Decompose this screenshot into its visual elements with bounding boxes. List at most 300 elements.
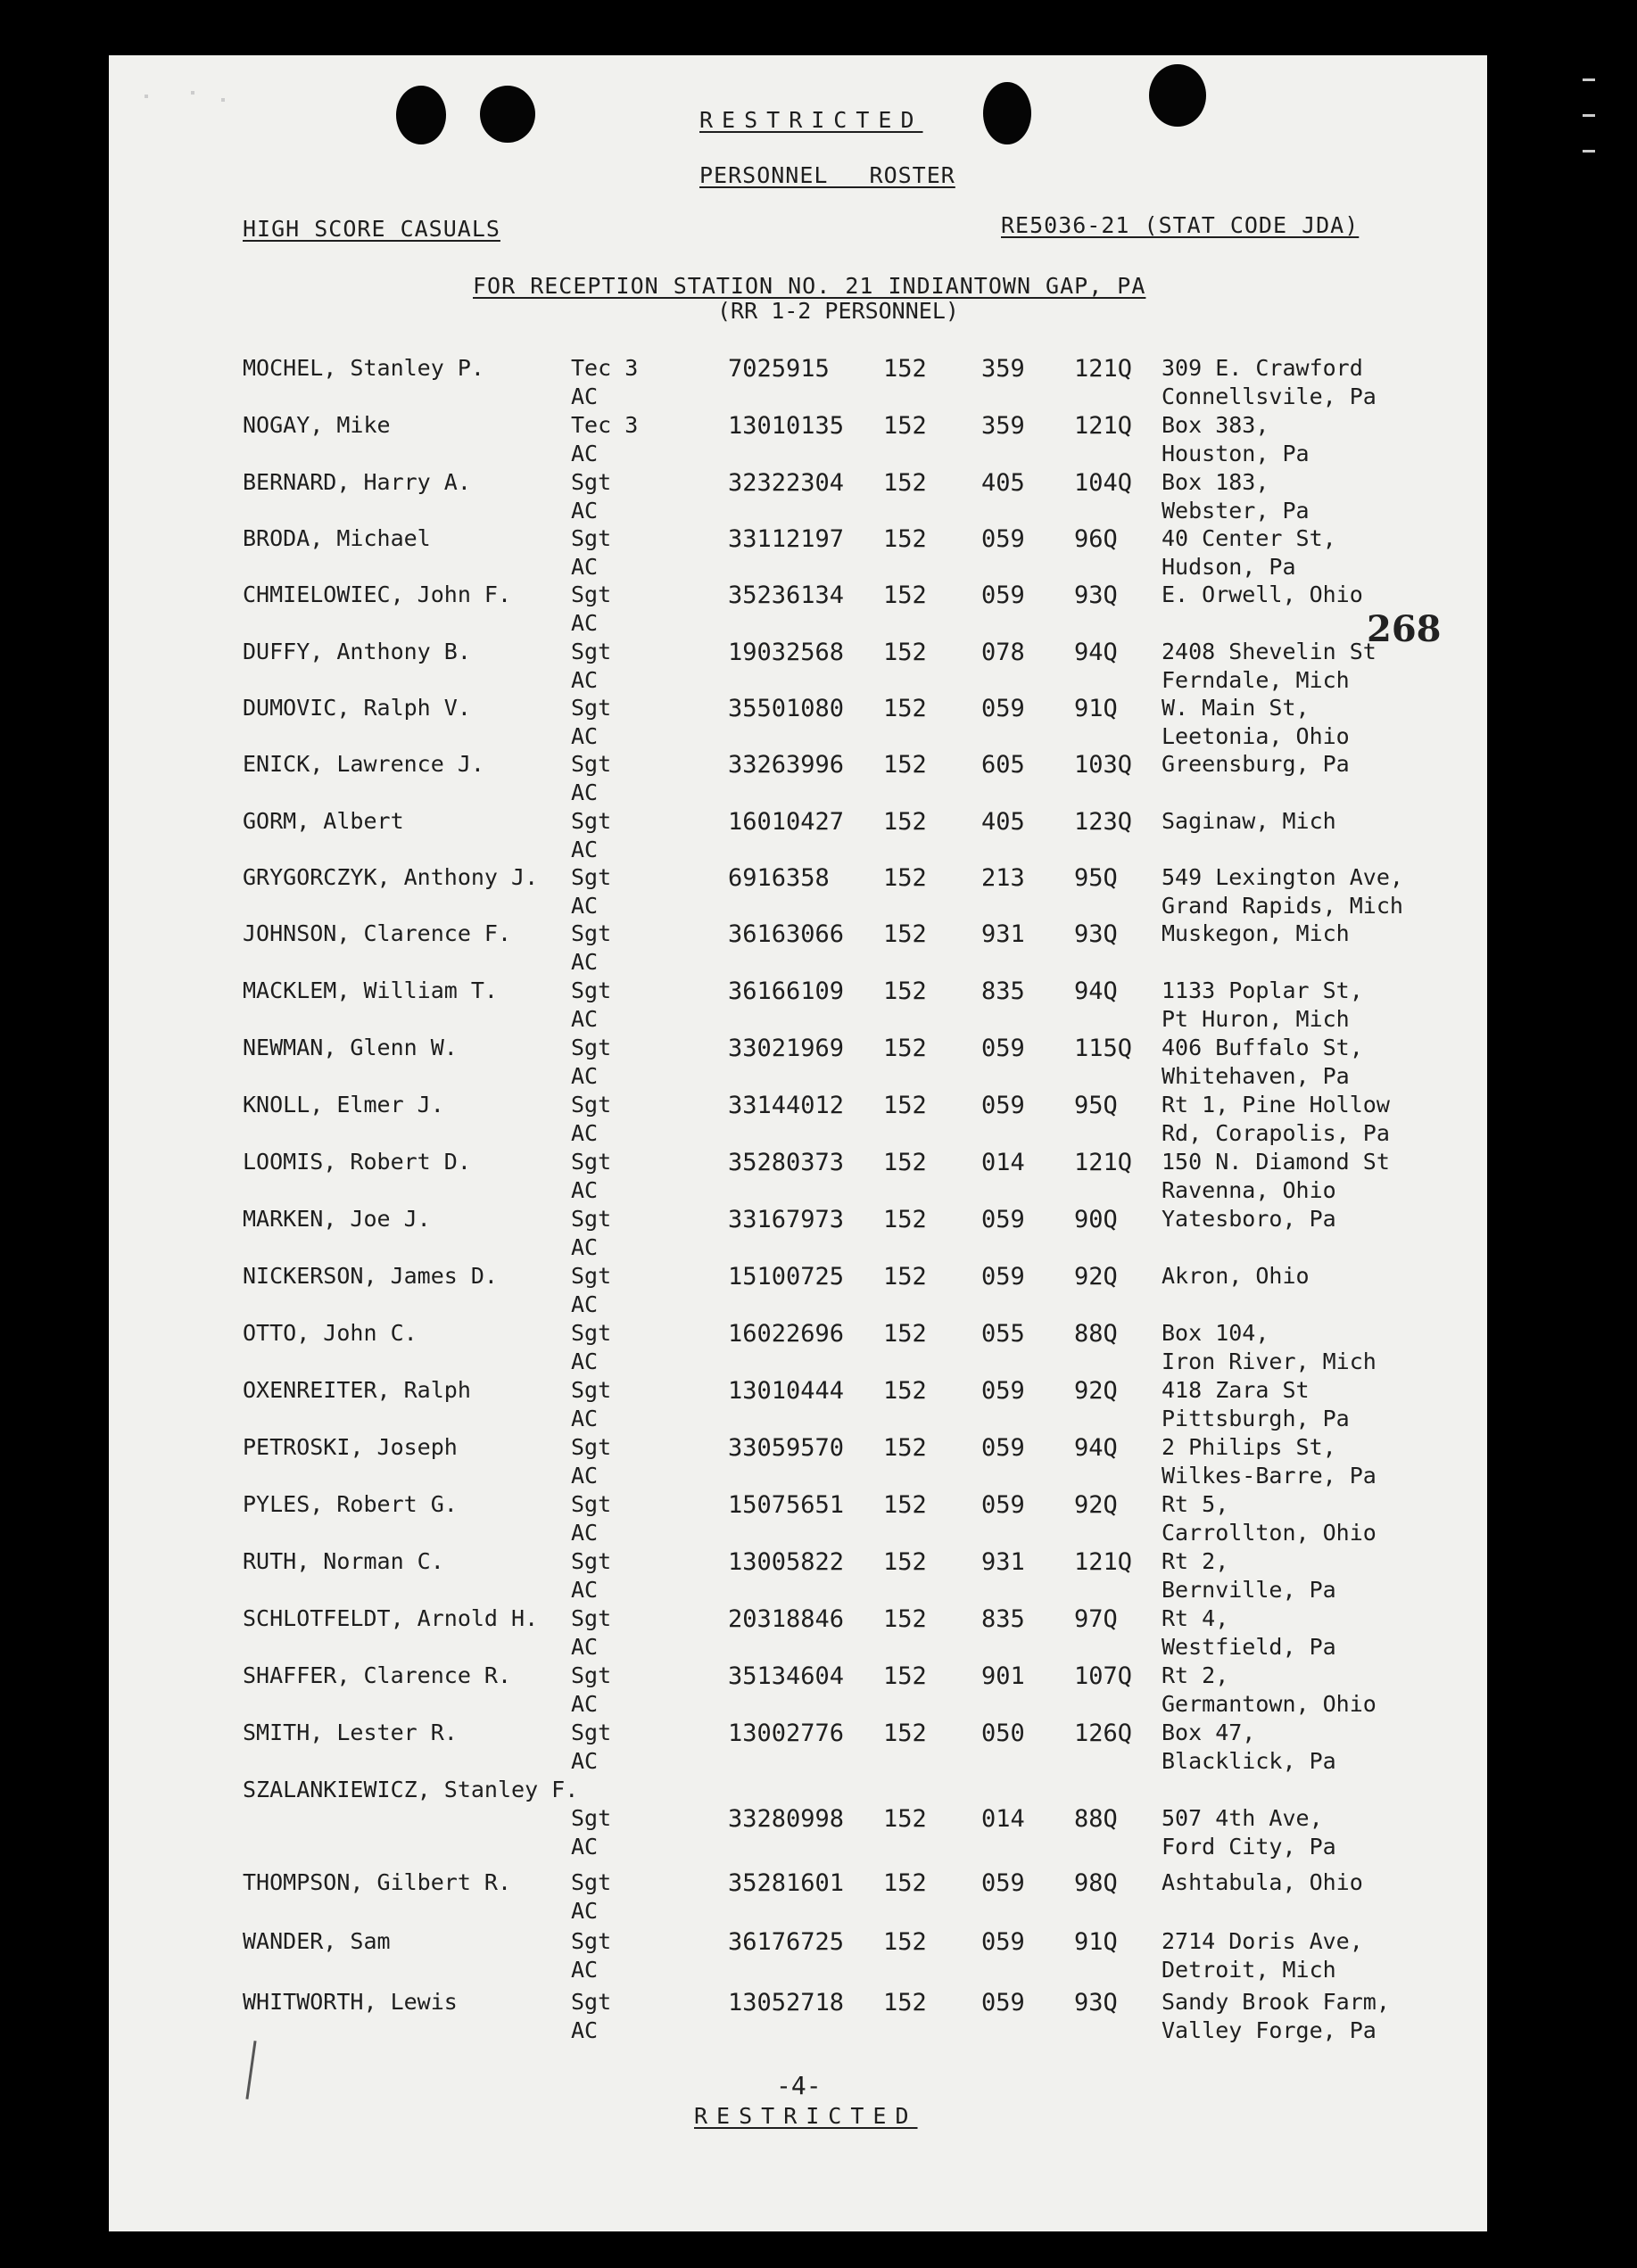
serial-number: 13005822	[728, 1548, 845, 1576]
address-line-2: Wilkes-Barre, Pa	[1162, 1463, 1377, 1489]
address-line-1: 40 Center St,	[1162, 525, 1336, 551]
address-line-1: Box 383,	[1162, 412, 1269, 438]
score: 96Q	[1074, 525, 1118, 553]
grade: Sgt	[571, 1035, 612, 1060]
roster-row	[109, 469, 1487, 526]
branch: AC	[571, 667, 599, 693]
grade: Sgt	[571, 469, 612, 495]
score: 94Q	[1074, 977, 1118, 1005]
address-line-2: Germantown, Ohio	[1162, 1691, 1377, 1717]
grade: Sgt	[571, 639, 612, 664]
serial-number: 13052718	[728, 1989, 845, 2016]
address-line-1: Rt 5,	[1162, 1491, 1229, 1517]
grade: Sgt	[571, 1720, 612, 1745]
soldier-name: MARKEN, Joe J.	[243, 1206, 431, 1232]
scan-speck	[1583, 114, 1595, 117]
branch: AC	[571, 1748, 599, 1774]
scan-speck	[221, 98, 225, 102]
address-line-2: Grand Rapids, Mich	[1162, 893, 1403, 919]
branch: AC	[571, 1006, 599, 1032]
serial-number: 36166109	[728, 977, 845, 1005]
roster-row	[109, 412, 1487, 469]
address-line-1: 150 N. Diamond St	[1162, 1149, 1390, 1175]
serial-number: 19032568	[728, 639, 845, 666]
code-1: 152	[883, 1206, 927, 1233]
code-2: 014	[981, 1149, 1025, 1176]
serial-number: 15100725	[728, 1263, 845, 1291]
soldier-name: DUFFY, Anthony B.	[243, 639, 471, 664]
station-line: FOR RECEPTION STATION NO. 21 INDIANTOWN GAP, PA	[473, 273, 1146, 299]
roster-row	[109, 1720, 1487, 1777]
scan-speck	[1583, 150, 1595, 153]
grade: Sgt	[571, 1206, 612, 1232]
address-line-1: 2408 Shevelin St	[1162, 639, 1377, 664]
grade: Sgt	[571, 581, 612, 607]
code-2: 059	[981, 1434, 1025, 1462]
code-2: 931	[981, 920, 1025, 948]
serial-number: 33144012	[728, 1092, 845, 1119]
branch: AC	[571, 893, 599, 919]
soldier-name: CHMIELOWIEC, John F.	[243, 581, 512, 607]
branch: AC	[571, 498, 599, 524]
code-2: 014	[981, 1805, 1025, 1833]
grade: Sgt	[571, 1434, 612, 1460]
page-number: -4-	[776, 2071, 822, 2100]
branch: AC	[571, 1634, 599, 1660]
roster-row	[109, 977, 1487, 1035]
score: 91Q	[1074, 695, 1118, 722]
soldier-name: SMITH, Lester R.	[243, 1720, 458, 1745]
code-1: 152	[883, 1662, 927, 1690]
grade: Sgt	[571, 1869, 612, 1895]
code-2: 059	[981, 581, 1025, 609]
roster-row	[109, 355, 1487, 412]
grade: Tec 3	[571, 412, 639, 438]
code-1: 152	[883, 864, 927, 892]
address-line-2: Whitehaven, Pa	[1162, 1063, 1350, 1089]
code-1: 152	[883, 1989, 927, 2016]
scan-speck	[191, 91, 194, 95]
code-1: 152	[883, 1605, 927, 1633]
address-line-1: 2714 Doris Ave,	[1162, 1928, 1363, 1954]
address-line-1: Sandy Brook Farm,	[1162, 1989, 1390, 2015]
code-1: 152	[883, 751, 927, 779]
branch: AC	[571, 1898, 599, 1924]
grade: Sgt	[571, 1605, 612, 1631]
score: 98Q	[1074, 1869, 1118, 1897]
address-line-1: 309 E. Crawford	[1162, 355, 1363, 381]
grade: Sgt	[571, 1263, 612, 1289]
soldier-name: OTTO, John C.	[243, 1320, 418, 1346]
address-line-2: Valley Forge, Pa	[1162, 2017, 1377, 2043]
soldier-name: THOMPSON, Gilbert R.	[243, 1869, 512, 1895]
soldier-name: GORM, Albert	[243, 808, 404, 834]
serial-number: 35281601	[728, 1869, 845, 1897]
serial-number: 32322304	[728, 469, 845, 497]
serial-number: 33167973	[728, 1206, 845, 1233]
soldier-name: PETROSKI, Joseph	[243, 1434, 458, 1460]
roster-row	[109, 1092, 1487, 1149]
grade: Sgt	[571, 1491, 612, 1517]
branch: AC	[571, 1577, 599, 1603]
soldier-name: DUMOVIC, Ralph V.	[243, 695, 471, 721]
serial-number: 20318846	[728, 1605, 845, 1633]
code-2: 078	[981, 639, 1025, 666]
code-2: 931	[981, 1548, 1025, 1576]
branch: AC	[571, 610, 599, 636]
code-2: 835	[981, 977, 1025, 1005]
reference-number: RE5036-21 (STAT CODE JDA)	[1001, 212, 1360, 238]
address-line-2: Westfield, Pa	[1162, 1634, 1336, 1660]
address-line-2: Pt Huron, Mich	[1162, 1006, 1350, 1032]
punch-hole	[396, 86, 446, 144]
score: 90Q	[1074, 1206, 1118, 1233]
soldier-name: KNOLL, Elmer J.	[243, 1092, 444, 1118]
branch: AC	[571, 1291, 599, 1317]
roster-row	[109, 639, 1487, 696]
soldier-name: WHITWORTH, Lewis	[243, 1989, 458, 2015]
serial-number: 13010135	[728, 412, 845, 440]
roster-row	[109, 1149, 1487, 1206]
grade: Sgt	[571, 751, 612, 777]
code-1: 152	[883, 808, 927, 836]
soldier-name: GRYGORCZYK, Anthony J.	[243, 864, 539, 890]
soldier-name: SCHLOTFELDT, Arnold H.	[243, 1605, 539, 1631]
roster-row	[109, 1377, 1487, 1434]
address-line-1: Rt 4,	[1162, 1605, 1229, 1631]
code-1: 152	[883, 581, 927, 609]
address-line-2: Houston, Pa	[1162, 441, 1310, 466]
code-2: 405	[981, 808, 1025, 836]
branch: AC	[571, 1234, 599, 1260]
serial-number: 35501080	[728, 695, 845, 722]
branch: AC	[571, 441, 599, 466]
code-1: 152	[883, 695, 927, 722]
code-2: 059	[981, 1206, 1025, 1233]
stamped-number: 268	[1367, 608, 1442, 650]
address-line-2: Iron River, Mich	[1162, 1348, 1377, 1374]
address-line-1: Greensburg, Pa	[1162, 751, 1350, 777]
serial-number: 33280998	[728, 1805, 845, 1833]
code-2: 359	[981, 355, 1025, 383]
code-1: 152	[883, 1377, 927, 1405]
code-1: 152	[883, 525, 927, 553]
address-line-1: 2 Philips St,	[1162, 1434, 1336, 1460]
address-line-1: Box 104,	[1162, 1320, 1269, 1346]
grade: Sgt	[571, 1662, 612, 1688]
branch: AC	[571, 723, 599, 749]
roster-row	[109, 1605, 1487, 1662]
code-1: 152	[883, 1805, 927, 1833]
code-2: 059	[981, 1989, 1025, 2016]
serial-number: 13010444	[728, 1377, 845, 1405]
station-subtitle: (RR 1-2 PERSONNEL)	[717, 298, 959, 324]
grade: Sgt	[571, 525, 612, 551]
roster-row	[109, 1491, 1487, 1548]
address-line-1: Box 183,	[1162, 469, 1269, 495]
code-2: 059	[981, 525, 1025, 553]
address-line-1: 507 4th Ave,	[1162, 1805, 1323, 1831]
branch: AC	[571, 949, 599, 975]
roster-row-special	[109, 1777, 1487, 1862]
branch: AC	[571, 1691, 599, 1717]
code-1: 152	[883, 1869, 927, 1897]
code-2: 213	[981, 864, 1025, 892]
score: 92Q	[1074, 1263, 1118, 1291]
code-1: 152	[883, 920, 927, 948]
address-line-1: Ashtabula, Ohio	[1162, 1869, 1363, 1895]
scan-speck	[145, 95, 148, 98]
address-line-2: Detroit, Mich	[1162, 1957, 1336, 1983]
code-1: 152	[883, 469, 927, 497]
soldier-name: NICKERSON, James D.	[243, 1263, 498, 1289]
soldier-name: SZALANKIEWICZ, Stanley F.	[243, 1777, 579, 1802]
address-line-2: Webster, Pa	[1162, 498, 1310, 524]
grade: Sgt	[571, 1805, 612, 1831]
address-line-1: 549 Lexington Ave,	[1162, 864, 1403, 890]
roster-row	[109, 864, 1487, 921]
serial-number: 33059570	[728, 1434, 845, 1462]
soldier-name: SHAFFER, Clarence R.	[243, 1662, 512, 1688]
roster-row	[109, 1662, 1487, 1720]
branch: AC	[571, 779, 599, 805]
score: 92Q	[1074, 1491, 1118, 1519]
serial-number: 33021969	[728, 1035, 845, 1062]
branch: AC	[571, 1120, 599, 1146]
soldier-name: BERNARD, Harry A.	[243, 469, 471, 495]
branch: AC	[571, 2017, 599, 2043]
branch: AC	[571, 1063, 599, 1089]
address-line-2: Bernville, Pa	[1162, 1577, 1336, 1603]
branch: AC	[571, 1463, 599, 1489]
address-line-1: E. Orwell, Ohio	[1162, 581, 1363, 607]
roster-row	[109, 1206, 1487, 1263]
code-2: 055	[981, 1320, 1025, 1348]
soldier-name: LOOMIS, Robert D.	[243, 1149, 471, 1175]
score: 107Q	[1074, 1662, 1133, 1690]
roster-row	[109, 1035, 1487, 1092]
grade: Sgt	[571, 695, 612, 721]
serial-number: 35134604	[728, 1662, 845, 1690]
code-2: 059	[981, 1092, 1025, 1119]
grade: Sgt	[571, 1928, 612, 1954]
code-1: 152	[883, 355, 927, 383]
code-2: 901	[981, 1662, 1025, 1690]
branch: AC	[571, 1177, 599, 1203]
serial-number: 36176725	[728, 1928, 845, 1956]
soldier-name: NOGAY, Mike	[243, 412, 391, 438]
address-line-1: Rt 1, Pine Hollow	[1162, 1092, 1390, 1118]
serial-number: 35236134	[728, 581, 845, 609]
branch: AC	[571, 1957, 599, 1983]
address-line-1: 406 Buffalo St,	[1162, 1035, 1363, 1060]
address-line-1: Box 47,	[1162, 1720, 1256, 1745]
score: 94Q	[1074, 639, 1118, 666]
soldier-name: BRODA, Michael	[243, 525, 431, 551]
code-2: 059	[981, 1869, 1025, 1897]
address-line-1: Rt 2,	[1162, 1662, 1229, 1688]
roster-row	[109, 920, 1487, 977]
address-line-1: Saginaw, Mich	[1162, 808, 1336, 834]
roster-row	[109, 1320, 1487, 1377]
soldier-name: MACKLEM, William T.	[243, 977, 498, 1003]
punch-hole	[1149, 64, 1206, 127]
score: 95Q	[1074, 864, 1118, 892]
grade: Sgt	[571, 1989, 612, 2015]
classification-top: RESTRICTED	[699, 107, 923, 133]
address-line-1: Akron, Ohio	[1162, 1263, 1310, 1289]
code-2: 359	[981, 412, 1025, 440]
score: 126Q	[1074, 1720, 1133, 1747]
grade: Sgt	[571, 1377, 612, 1403]
address-line-2: Connellsvile, Pa	[1162, 383, 1377, 409]
score: 123Q	[1074, 808, 1133, 836]
punch-hole	[480, 86, 535, 143]
serial-number: 15075651	[728, 1491, 845, 1519]
roster-row	[109, 1928, 1487, 1985]
serial-number: 16010427	[728, 808, 845, 836]
branch: AC	[571, 1520, 599, 1546]
branch: AC	[571, 383, 599, 409]
grade: Sgt	[571, 1092, 612, 1118]
serial-number: 6916358	[728, 864, 830, 892]
code-1: 152	[883, 412, 927, 440]
grade: Sgt	[571, 920, 612, 946]
code-2: 059	[981, 1491, 1025, 1519]
address-line-2: Carrollton, Ohio	[1162, 1520, 1377, 1546]
serial-number: 7025915	[728, 355, 830, 383]
branch: AC	[571, 1348, 599, 1374]
grade: Sgt	[571, 1548, 612, 1574]
score: 88Q	[1074, 1320, 1118, 1348]
serial-number: 16022696	[728, 1320, 845, 1348]
address-line-2: Hudson, Pa	[1162, 554, 1296, 580]
score: 91Q	[1074, 1928, 1118, 1956]
address-line-1: Yatesboro, Pa	[1162, 1206, 1336, 1232]
roster-row	[109, 808, 1487, 865]
grade: Sgt	[571, 977, 612, 1003]
grade: Tec 3	[571, 355, 639, 381]
soldier-name: WANDER, Sam	[243, 1928, 391, 1954]
soldier-name: NEWMAN, Glenn W.	[243, 1035, 458, 1060]
score: 93Q	[1074, 1989, 1118, 2016]
roster-row	[109, 525, 1487, 582]
address-line-1: Rt 2,	[1162, 1548, 1229, 1574]
serial-number: 36163066	[728, 920, 845, 948]
score: 104Q	[1074, 469, 1133, 497]
roster-row	[109, 695, 1487, 752]
roster-row	[109, 1263, 1487, 1320]
soldier-name: RUTH, Norman C.	[243, 1548, 444, 1574]
branch: AC	[571, 837, 599, 862]
code-2: 059	[981, 1377, 1025, 1405]
score: 97Q	[1074, 1605, 1118, 1633]
address-line-1: W. Main St,	[1162, 695, 1310, 721]
roster-title: PERSONNEL ROSTER	[699, 162, 955, 188]
address-line-2: Rd, Corapolis, Pa	[1162, 1120, 1390, 1146]
code-1: 152	[883, 1928, 927, 1956]
code-1: 152	[883, 1320, 927, 1348]
branch: AC	[571, 1406, 599, 1431]
branch: AC	[571, 554, 599, 580]
score: 121Q	[1074, 1548, 1133, 1576]
code-2: 059	[981, 1263, 1025, 1291]
score: 92Q	[1074, 1377, 1118, 1405]
code-1: 152	[883, 1092, 927, 1119]
serial-number: 35280373	[728, 1149, 845, 1176]
code-2: 050	[981, 1720, 1025, 1747]
soldier-name: JOHNSON, Clarence F.	[243, 920, 512, 946]
score: 103Q	[1074, 751, 1133, 779]
code-2: 059	[981, 1928, 1025, 1956]
pencil-mark	[245, 2041, 256, 2099]
code-2: 059	[981, 1035, 1025, 1062]
address-line-1: 1133 Poplar St,	[1162, 977, 1363, 1003]
branch: AC	[571, 1834, 599, 1860]
code-2: 835	[981, 1605, 1025, 1633]
soldier-name: ENICK, Lawrence J.	[243, 751, 484, 777]
soldier-name: OXENREITER, Ralph	[243, 1377, 471, 1403]
score: 115Q	[1074, 1035, 1133, 1062]
score: 93Q	[1074, 920, 1118, 948]
score: 93Q	[1074, 581, 1118, 609]
address-line-2: Blacklick, Pa	[1162, 1748, 1336, 1774]
roster-row	[109, 1869, 1487, 1926]
address-line-2: Pittsburgh, Pa	[1162, 1406, 1350, 1431]
roster-row	[109, 751, 1487, 808]
code-1: 152	[883, 1548, 927, 1576]
punch-hole	[983, 82, 1031, 144]
score: 95Q	[1074, 1092, 1118, 1119]
roster-row	[109, 581, 1487, 639]
address-line-1: Muskegon, Mich	[1162, 920, 1350, 946]
address-line-1: 418 Zara St	[1162, 1377, 1310, 1403]
grade: Sgt	[571, 1149, 612, 1175]
address-line-2: Ferndale, Mich	[1162, 667, 1350, 693]
code-1: 152	[883, 1491, 927, 1519]
grade: Sgt	[571, 1320, 612, 1346]
score: 94Q	[1074, 1434, 1118, 1462]
serial-number: 33263996	[728, 751, 845, 779]
grade: Sgt	[571, 808, 612, 834]
soldier-name: PYLES, Robert G.	[243, 1491, 458, 1517]
score: 88Q	[1074, 1805, 1118, 1833]
classification-bottom: RESTRICTED	[694, 2103, 918, 2129]
code-1: 152	[883, 1035, 927, 1062]
score: 121Q	[1074, 1149, 1133, 1176]
code-1: 152	[883, 977, 927, 1005]
address-line-2: Leetonia, Ohio	[1162, 723, 1350, 749]
serial-number: 13002776	[728, 1720, 845, 1747]
code-1: 152	[883, 1720, 927, 1747]
code-1: 152	[883, 1263, 927, 1291]
serial-number: 33112197	[728, 525, 845, 553]
document-page	[109, 55, 1487, 2231]
roster-row	[109, 1434, 1487, 1491]
grade: Sgt	[571, 864, 612, 890]
scan-speck	[1583, 78, 1595, 81]
code-1: 152	[883, 1149, 927, 1176]
code-1: 152	[883, 639, 927, 666]
code-1: 152	[883, 1434, 927, 1462]
address-line-2: Ravenna, Ohio	[1162, 1177, 1336, 1203]
address-line-2: Ford City, Pa	[1162, 1834, 1336, 1860]
soldier-name: MOCHEL, Stanley P.	[243, 355, 484, 381]
group-label: HIGH SCORE CASUALS	[243, 216, 500, 242]
code-2: 605	[981, 751, 1025, 779]
roster-row	[109, 1989, 1487, 2046]
code-2: 405	[981, 469, 1025, 497]
